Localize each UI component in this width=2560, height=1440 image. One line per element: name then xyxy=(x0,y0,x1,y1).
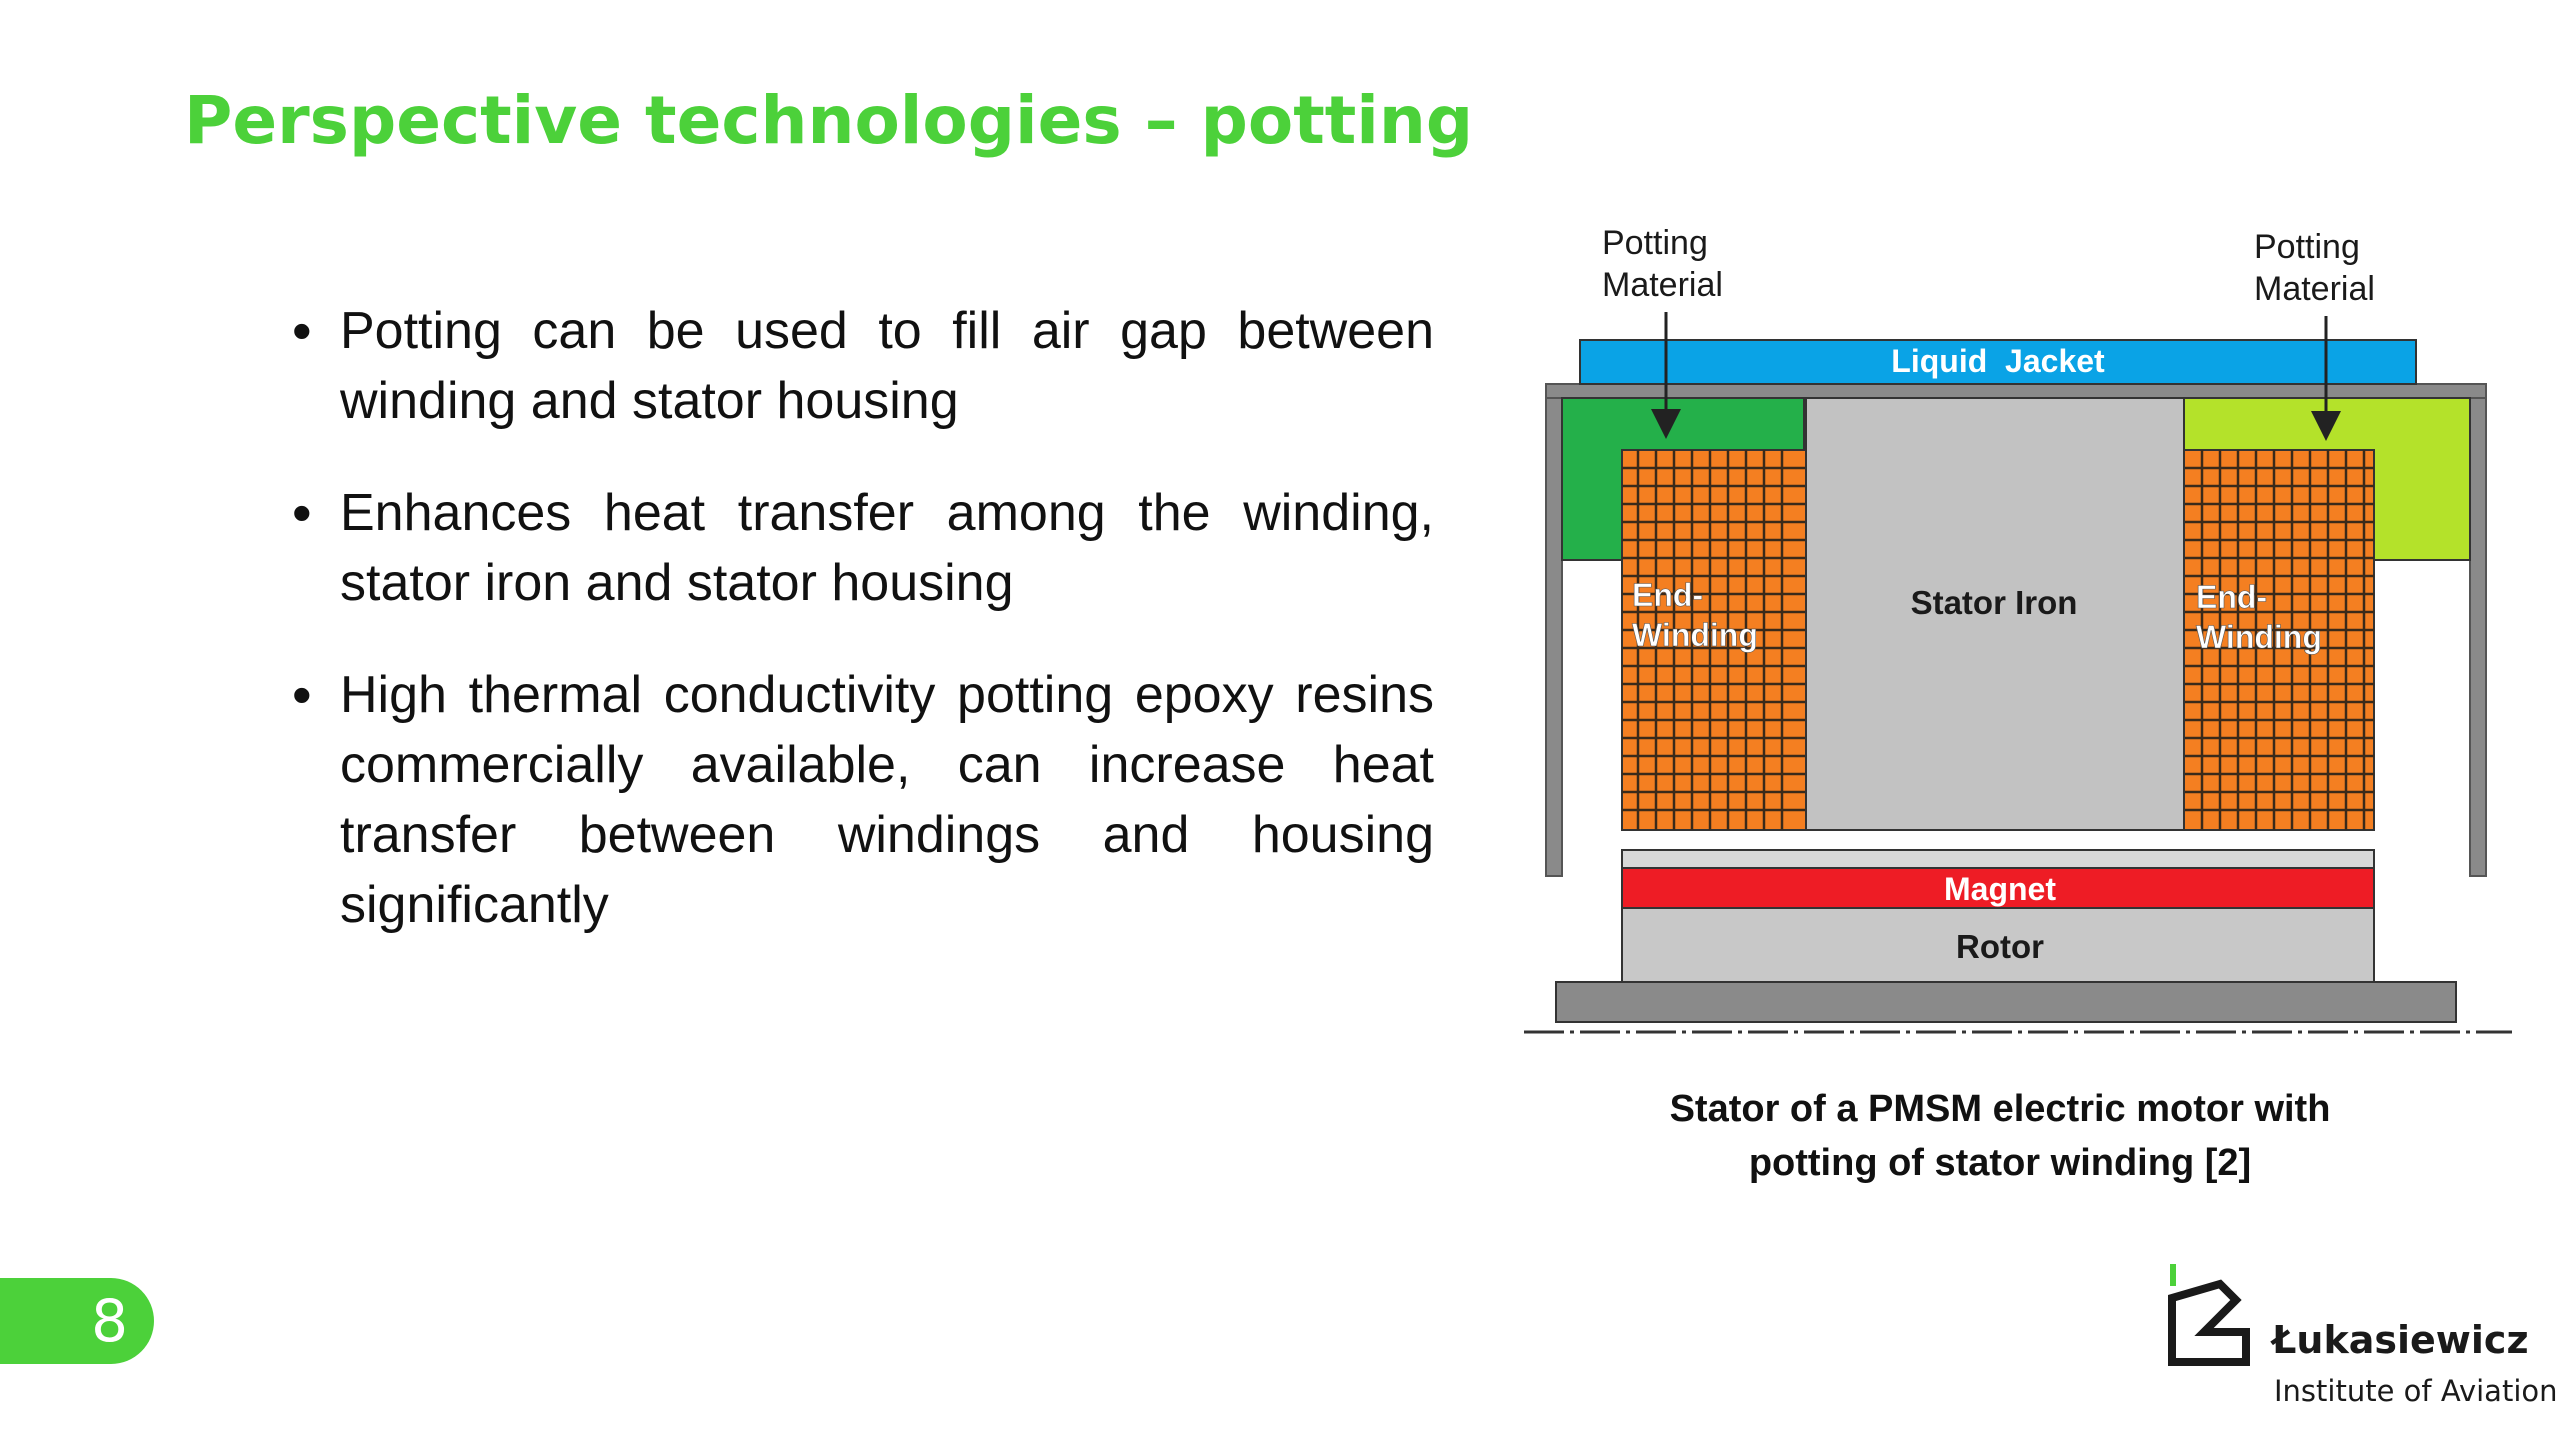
liquid-jacket-label: Liquid Jacket xyxy=(1891,343,2105,379)
end-winding-right-label: End- Winding xyxy=(2196,579,2322,655)
potting-label-left: Potting Material xyxy=(1602,228,1723,304)
figure-caption xyxy=(1540,1082,2460,1190)
logo-subtitle: Institute of Aviation xyxy=(2274,1374,2558,1408)
housing-top xyxy=(1546,384,2486,398)
bullet-dot-icon: • xyxy=(292,481,312,544)
housing-right-wall xyxy=(2470,390,2486,876)
logo-name: Łukasiewicz xyxy=(2272,1318,2529,1362)
bullet-item xyxy=(292,660,1434,940)
shaft xyxy=(1556,982,2456,1022)
bullet-text: Potting can be used to fill air gap between winding and stator housing xyxy=(340,302,1434,430)
bullet-item xyxy=(292,296,1434,436)
figure-caption-line2: potting of stator winding [2] xyxy=(1748,1142,2252,1184)
bullet-item xyxy=(292,478,1434,618)
bullet-text: Enhances heat transfer among the winding, stator iron and stator housing xyxy=(340,484,1434,612)
figure-caption-line1: Stator of a PMSM electric motor with xyxy=(1669,1088,2331,1130)
end-winding-left-label: End- Winding xyxy=(1632,577,1758,653)
bullet-dot-icon: • xyxy=(292,299,312,362)
magnet-label: Magnet xyxy=(1944,871,2056,907)
bullet-text: High thermal conductivity potting epoxy resins commercially available, can increase heat transfer between windings and housing significantly xyxy=(340,666,1434,934)
bullet-dot-icon: • xyxy=(292,663,312,726)
lukasiewicz-logo xyxy=(2166,1264,2558,1414)
page-number-badge xyxy=(0,1278,154,1364)
motor-diagram-svg xyxy=(1520,228,2520,1048)
motor-diagram xyxy=(1520,228,2520,1048)
slide-title: Perspective technologies – potting xyxy=(184,82,1474,159)
rotor-label: Rotor xyxy=(1956,928,2044,965)
stator-iron-label: Stator Iron xyxy=(1910,584,2078,621)
lukasiewicz-logo-mark-icon xyxy=(2166,1264,2262,1372)
bullet-list xyxy=(292,296,1434,982)
potting-label-right: Potting Material xyxy=(2254,228,2375,308)
air-gap xyxy=(1622,850,2374,868)
page-number: 8 xyxy=(91,1287,128,1355)
housing-left-wall xyxy=(1546,388,1562,876)
